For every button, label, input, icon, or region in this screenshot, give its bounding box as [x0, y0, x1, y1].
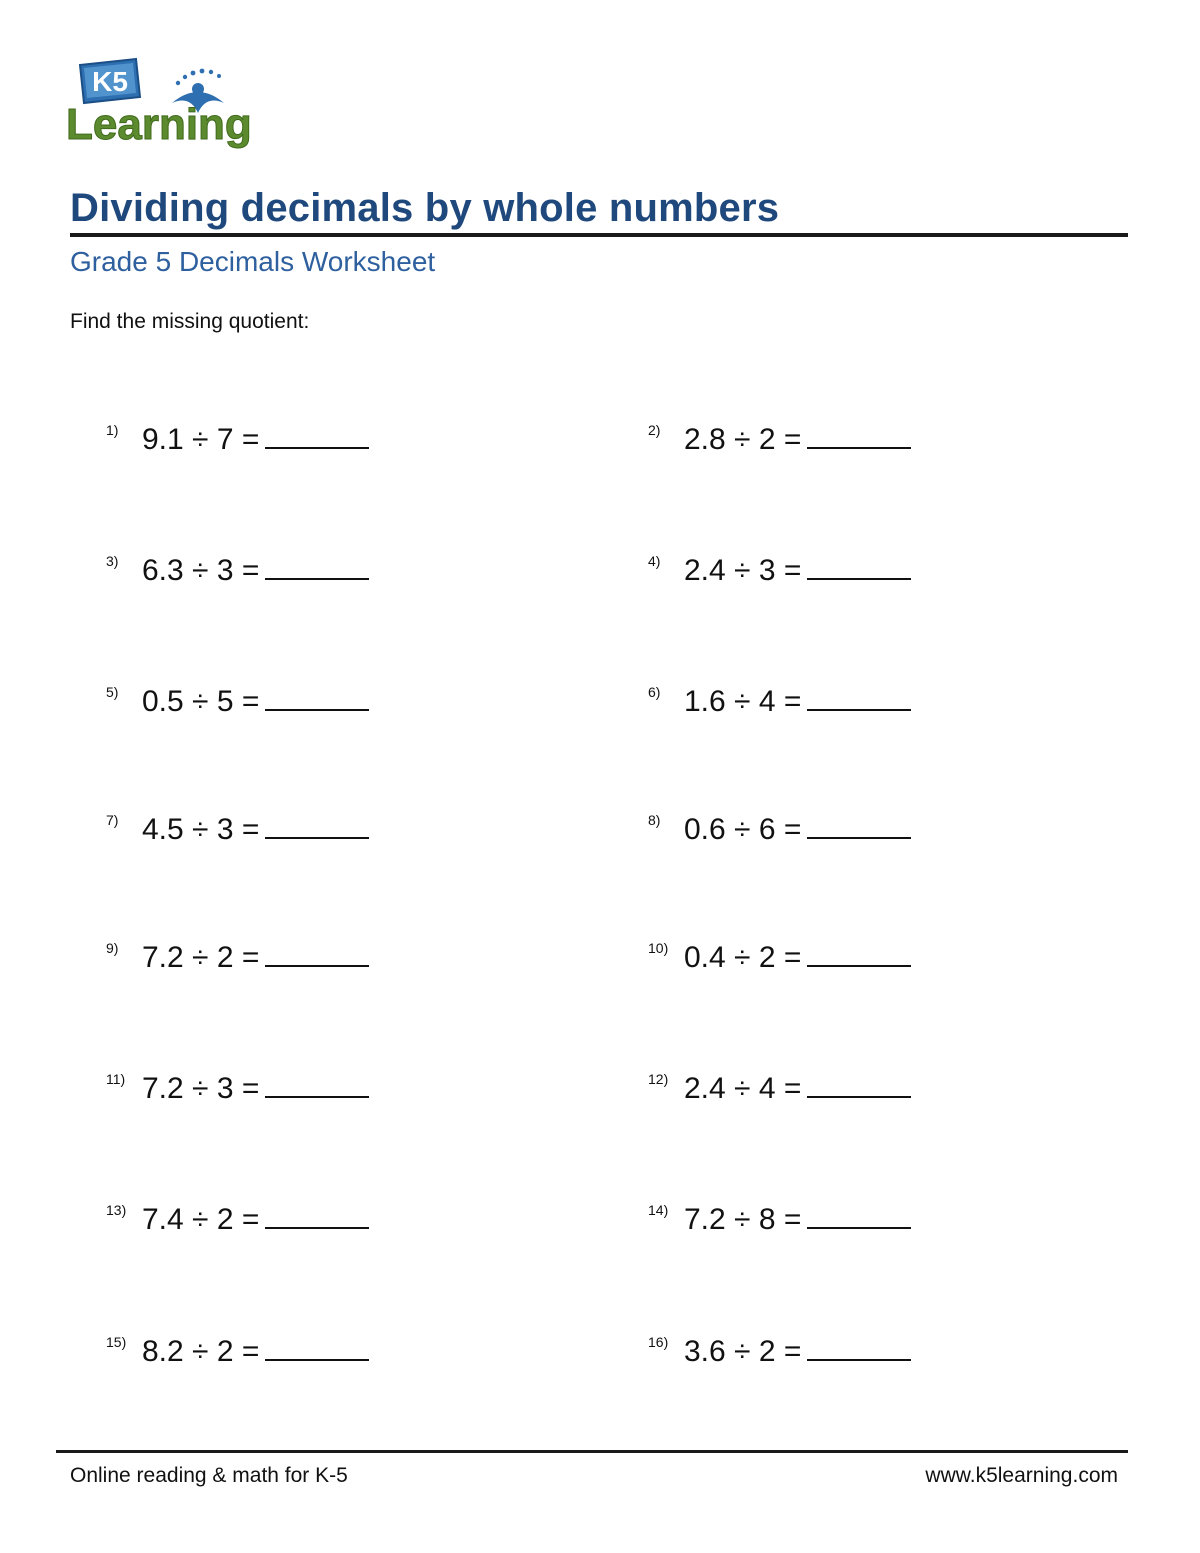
answer-blank[interactable]	[807, 943, 911, 967]
problem-expression-text: 0.4 ÷ 2 =	[684, 941, 802, 974]
svg-text:Learning: Learning	[66, 100, 252, 149]
problem-number: 10)	[648, 940, 669, 956]
problem-expression-text: 6.3 ÷ 3 =	[142, 554, 260, 587]
answer-blank[interactable]	[807, 1074, 911, 1098]
footer-divider	[56, 1450, 1128, 1453]
answer-blank[interactable]	[807, 687, 911, 711]
problem-expression	[684, 422, 911, 458]
answer-blank[interactable]	[807, 556, 911, 580]
problem-expression-text: 2.4 ÷ 3 =	[684, 554, 802, 587]
footer-tagline: Online reading & math for K-5	[70, 1464, 348, 1487]
problem-expression	[684, 812, 911, 848]
answer-blank[interactable]	[265, 943, 369, 967]
problem-expression-text: 4.5 ÷ 3 =	[142, 813, 260, 846]
problem-expression-text: 2.8 ÷ 2 =	[684, 423, 802, 456]
problem-number: 8)	[648, 812, 661, 828]
answer-blank[interactable]	[265, 815, 369, 839]
answer-blank[interactable]	[265, 425, 369, 449]
answer-blank[interactable]	[265, 556, 369, 580]
footer-website-link[interactable]: www.k5learning.com	[925, 1464, 1118, 1487]
answer-blank[interactable]	[807, 815, 911, 839]
problem-expression	[684, 684, 911, 720]
answer-blank[interactable]	[807, 1337, 911, 1361]
problem-expression	[142, 684, 369, 720]
problem-expression	[684, 940, 911, 976]
problem-expression	[142, 1334, 369, 1370]
problem-number: 11)	[106, 1071, 126, 1087]
answer-blank[interactable]	[807, 425, 911, 449]
problem-expression-text: 9.1 ÷ 7 =	[142, 423, 260, 456]
answer-blank[interactable]	[265, 1074, 369, 1098]
problem-expression-text: 7.4 ÷ 2 =	[142, 1203, 260, 1236]
problem-expression-text: 7.2 ÷ 3 =	[142, 1072, 260, 1105]
problem-number: 7)	[106, 812, 119, 828]
problem-expression	[142, 1202, 369, 1238]
page-title: Dividing decimals by whole numbers	[70, 186, 780, 230]
problem-number: 9)	[106, 940, 119, 956]
problem-expression	[684, 1334, 911, 1370]
problem-expression	[684, 553, 911, 589]
problem-expression	[142, 812, 369, 848]
problem-number: 1)	[106, 422, 119, 438]
problem-number: 2)	[648, 422, 661, 438]
problem-number: 12)	[648, 1071, 669, 1087]
problem-expression	[142, 422, 369, 458]
problem-expression	[142, 940, 369, 976]
svg-text:K5: K5	[92, 66, 128, 97]
problem-expression-text: 1.6 ÷ 4 =	[684, 685, 802, 718]
problem-expression-text: 7.2 ÷ 8 =	[684, 1203, 802, 1236]
problem-number: 16)	[648, 1334, 669, 1350]
problem-expression	[684, 1202, 911, 1238]
answer-blank[interactable]	[807, 1205, 911, 1229]
problem-expression-text: 2.4 ÷ 4 =	[684, 1072, 802, 1105]
answer-blank[interactable]	[265, 687, 369, 711]
problem-expression-text: 0.6 ÷ 6 =	[684, 813, 802, 846]
problem-expression	[142, 1071, 369, 1107]
answer-blank[interactable]	[265, 1337, 369, 1361]
problem-expression-text: 3.6 ÷ 2 =	[684, 1335, 802, 1368]
problem-number: 4)	[648, 553, 661, 569]
problem-number: 15)	[106, 1334, 127, 1350]
problem-number: 6)	[648, 684, 661, 700]
problem-expression-text: 8.2 ÷ 2 =	[142, 1335, 260, 1368]
answer-blank[interactable]	[265, 1205, 369, 1229]
problem-expression-text: 0.5 ÷ 5 =	[142, 685, 260, 718]
problem-number: 14)	[648, 1202, 669, 1218]
page-subtitle: Grade 5 Decimals Worksheet	[70, 246, 436, 277]
problem-expression-text: 7.2 ÷ 2 =	[142, 941, 260, 974]
problem-expression	[684, 1071, 911, 1107]
problem-number: 13)	[106, 1202, 127, 1218]
problem-number: 5)	[106, 684, 119, 700]
problem-expression	[142, 553, 369, 589]
problem-number: 3)	[106, 553, 119, 569]
instructions-text: Find the missing quotient:	[70, 310, 310, 333]
